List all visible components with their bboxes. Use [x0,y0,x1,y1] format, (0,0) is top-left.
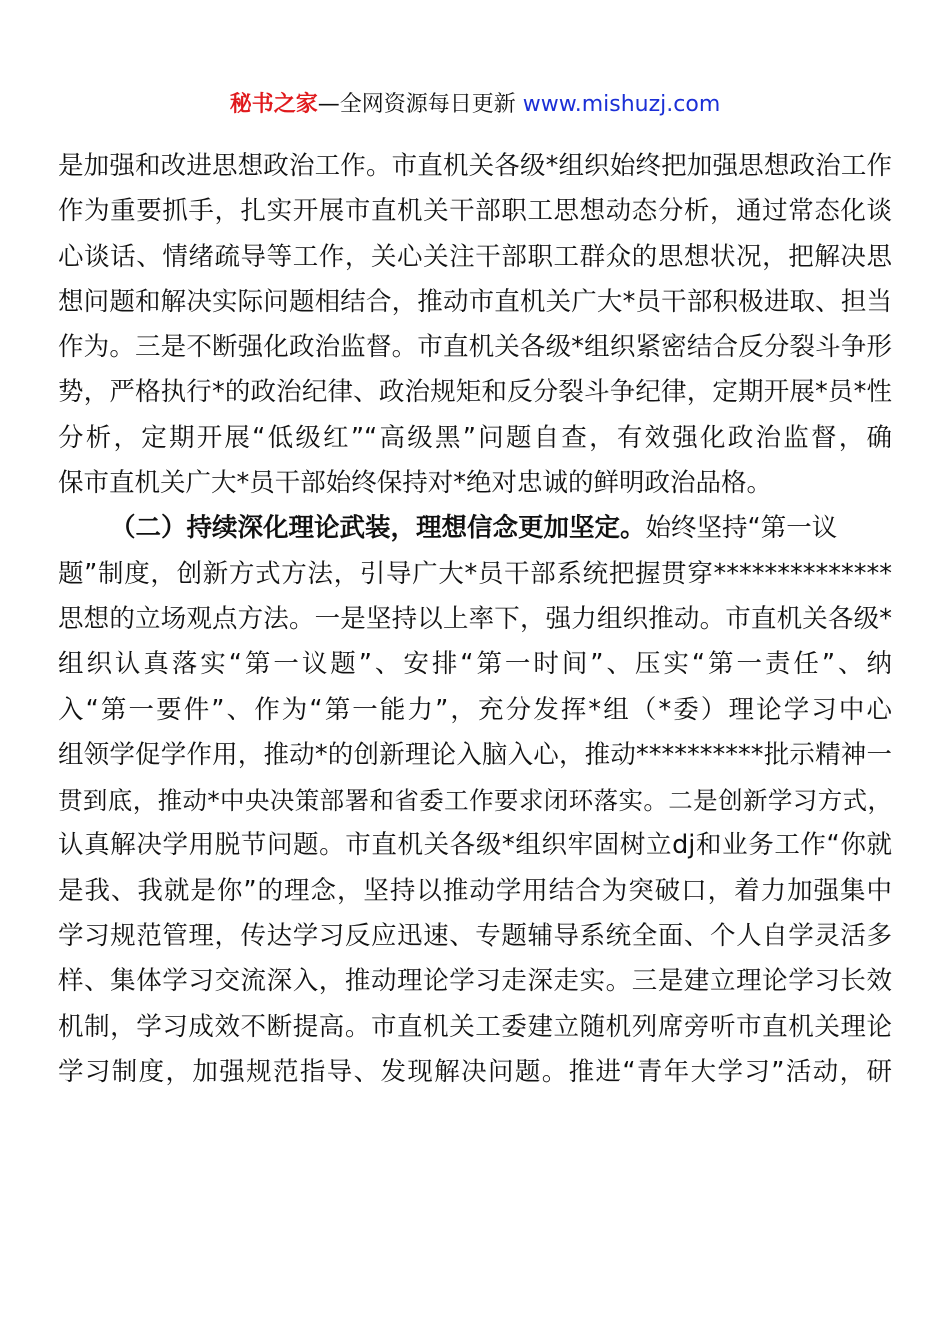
text-line: 心谈话、情绪疏导等工作，关心关注干部职工群众的思想状况，把解决思 [58,241,892,272]
section-heading-rest: 始终坚持“第一议 [645,513,838,544]
section-heading-line [58,506,892,551]
text-line: 是加强和改进思想政治工作。市直机关各级*组织始终把加强思想政治工作 [58,151,892,181]
text-line: 作为重要抓手，扎实开展市直机关干部职工思想动态分析，通过常态化谈 [58,196,892,227]
text-line: 思想的立场观点方法。一是坚持以上率下，强力组织推动。市直机关各级* [58,603,892,634]
text-line: 保市直机关广大*员干部始终保持对*绝对忠诚的鲜明政治品格。 [58,468,773,499]
text-line: 贯到底，推动*中央决策部署和省委工作要求闭环落实。二是创新学习方式， [58,786,892,816]
section-heading: （二）持续深化理论武装，理想信念更加坚定。 [110,513,646,544]
site-header [0,88,950,122]
text-line: 机制，学习成效不断提高。市直机关工委建立随机列席旁听市直机关理论 [58,1011,892,1042]
text-line: 组织认真落实“第一议题”、安排“第一时间”、压实“第一责任”、纳 [58,649,892,680]
text-line: 是我、我就是你”的理念，坚持以推动学用结合为突破口，着力加强集中 [58,875,892,906]
site-tagline: —全网资源每日更新 [317,92,516,117]
text-line: 入“第一要件”、作为“第一能力”，充分发挥*组（*委）理论学习中心 [58,694,892,725]
text-line: 题”制度，创新方式方法，引导广大*员干部系统把握贯穿************** [58,558,892,589]
text-line: 认真解决学用脱节问题。市直机关各级*组织牢固树立dj和业务工作“你就 [58,830,892,861]
text-line: 学习规范管理，传达学习反应迅速、专题辅导系统全面、个人自学灵活多 [58,921,892,952]
text-line: 作为。三是不断强化政治监督。市直机关各级*组织紧密结合反分裂斗争形 [58,332,892,363]
site-url-link[interactable]: www.mishuzj.com [522,92,721,117]
text-line: 组领学促学作用，推动*的创新理论入脑入心，推动**********批示精神一 [58,739,892,770]
text-line: 学习制度，加强规范指导、发现解决问题。推进“青年大学习”活动，研 [58,1056,892,1087]
text-line: 想问题和解决实际问题相结合，推动市直机关广大*员干部积极进取、担当 [58,286,892,317]
text-line: 分析，定期开展“低级红”“高级黑”问题自查，有效强化政治监督，确 [58,422,892,453]
site-brand: 秘书之家 [229,92,318,117]
text-line: 势，严格执行*的政治纪律、政治规矩和反分裂斗争纪律，定期开展*员*性 [58,377,892,408]
text-line: 样、集体学习交流深入，推动理论学习走深走实。三是建立理论学习长效 [58,966,892,997]
document-body [58,144,892,1095]
